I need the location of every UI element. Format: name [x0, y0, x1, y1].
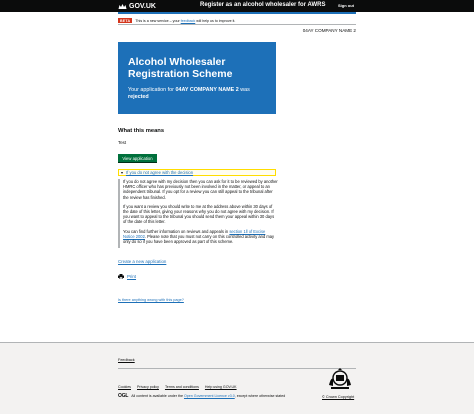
print-link[interactable]	[118, 274, 136, 279]
what-this-means-text: Test	[118, 140, 127, 145]
details-para3-before: You can find further information on reviews and appeals in	[123, 228, 229, 234]
phase-banner-text	[135, 19, 235, 23]
ogl-licence-link[interactable]: Open Government Licence v3.0	[183, 394, 235, 398]
footer-link-privacy[interactable]: Privacy policy	[136, 385, 159, 389]
beta-tag: BETA	[120, 18, 131, 23]
details-summary-toggle[interactable]	[118, 169, 276, 176]
footer-links	[118, 385, 243, 389]
footer-link-terms[interactable]: Terms and conditions	[164, 385, 199, 389]
status-panel	[118, 42, 276, 114]
licence-text-after: , except where otherwise stated	[234, 394, 286, 398]
crown-copyright-link[interactable]: © Crown Copyright	[322, 395, 355, 399]
create-new-application-link[interactable]: Create a new application	[118, 259, 167, 264]
report-problem-link[interactable]: Is there anything wrong with this page?	[118, 298, 184, 302]
panel-title: Alcohol Wholesaler Registration Scheme	[128, 56, 233, 80]
details-summary-text: If you do not agree with the decision	[126, 170, 194, 175]
logo-text: GOV.UK	[129, 3, 156, 10]
footer-feedback-link[interactable]: Feedback	[118, 358, 135, 362]
footer-link-help[interactable]: Help using GOV.UK	[204, 385, 237, 389]
licence-text-before: All content is available under the	[131, 394, 183, 398]
triangle-down-icon	[121, 172, 123, 174]
footer-divider	[118, 368, 356, 369]
footer-link-cookies[interactable]: Cookies	[118, 385, 131, 389]
licence-row	[118, 393, 285, 399]
company-name-label: 04AY COMPANY NAME 2	[302, 28, 356, 33]
print-label: Print	[127, 274, 137, 279]
excise-notice-link[interactable]: section 1ll of Excise Notice 2002	[123, 228, 266, 239]
details-para3-after: . Please note that you must not carry on this controlled activity and may only do so if you have been approved as part of this scheme.	[123, 233, 275, 245]
panel-body-mid: was	[240, 87, 250, 93]
site-footer	[0, 342, 474, 414]
govuk-logo-link[interactable]	[118, 2, 156, 11]
header-underline	[118, 12, 356, 14]
beta-text-before: This is a new service – your	[135, 18, 180, 23]
ogl-logo-icon: OGL	[118, 393, 129, 399]
royal-coat-of-arms-icon	[326, 367, 354, 391]
panel-body-before: Your application for	[128, 87, 174, 93]
service-name-link[interactable]: Register as an alcohol wholesaler for AWRS	[200, 2, 326, 8]
crown-icon	[118, 3, 127, 10]
panel-body	[128, 87, 266, 101]
panel-company-name: 04AY COMPANY NAME 2	[175, 87, 239, 93]
site-header	[0, 0, 474, 12]
details-paragraph-3	[123, 229, 278, 245]
beta-text-after: will help us to improve it.	[196, 18, 236, 23]
view-application-button[interactable]: View application	[118, 154, 157, 162]
phase-banner	[118, 17, 356, 25]
details-paragraph-1: If you do not agree with my decision then you can ask for it to be reviewed by another HMRC officer who has previously not been involved in the matter, or appeal to an independent tribunal. If you opt for a review you can still appeal to the tribunal after the review has finished.	[123, 179, 278, 200]
what-this-means-heading: What this means	[118, 128, 165, 134]
panel-status: rejected	[128, 94, 149, 100]
details-paragraph-2: If you want a review you should write to me at the address above within 30 days of the date of this letter, giving your reasons why you do not agree with my decision. If you want to appeal to the tribunal you should send them your appeal within 30 days of the date of this letter.	[123, 203, 275, 225]
printer-icon	[118, 274, 124, 279]
details-content	[118, 179, 278, 248]
sign-out-link[interactable]: Sign out	[338, 3, 354, 8]
beta-feedback-link[interactable]: feedback	[180, 18, 196, 23]
